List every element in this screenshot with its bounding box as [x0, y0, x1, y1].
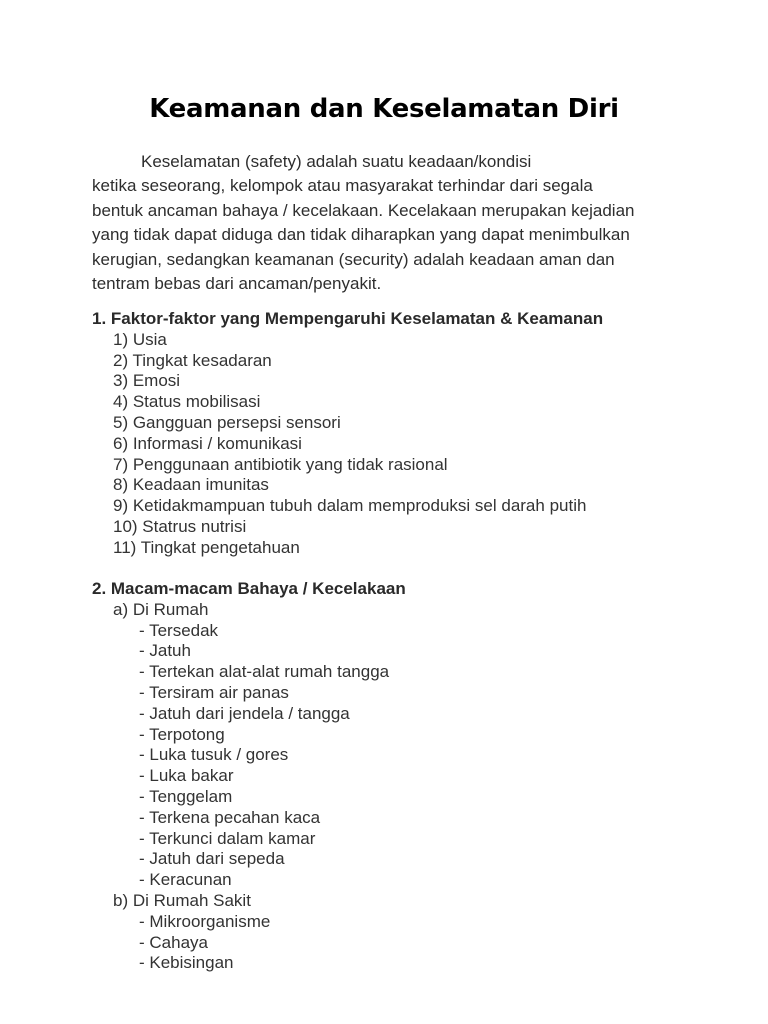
- list-item: 4) Status mobilisasi: [113, 392, 261, 412]
- sub-heading-hospital: b) Di Rumah Sakit: [113, 890, 251, 910]
- intro-line: tentram bebas dari ancaman/penyakit.: [92, 274, 382, 294]
- list-item: 1) Usia: [113, 329, 167, 349]
- list-item: 8) Keadaan imunitas: [113, 475, 269, 495]
- intro-line: Keselamatan (safety) adalah suatu keadaan/kondisi: [141, 152, 532, 171]
- section-heading: 2. Macam-macam Bahaya / Kecelakaan: [92, 579, 406, 598]
- intro-line: yang tidak dapat diduga dan tidak diharapkan yang dapat menimbulkan: [92, 225, 630, 245]
- hazard-list: [92, 600, 712, 974]
- list-item: 7) Penggunaan antibiotik yang tidak rasional: [113, 454, 448, 474]
- list-item: 10) Statrus nutrisi: [113, 516, 247, 536]
- section-factors: [92, 309, 712, 559]
- factor-list: [92, 330, 712, 559]
- list-item: 2) Tingkat kesadaran: [113, 350, 272, 370]
- list-item: - Terpotong: [139, 724, 225, 744]
- list-item: - Jatuh dari sepeda: [139, 849, 285, 869]
- list-item: - Jatuh dari jendela / tangga: [139, 703, 350, 723]
- page-title: Keamanan dan Keselamatan Diri: [149, 94, 619, 124]
- list-item: - Luka bakar: [139, 766, 234, 786]
- sub-heading-home: a) Di Rumah: [113, 599, 209, 619]
- list-item: 5) Gangguan persepsi sensori: [113, 412, 341, 432]
- list-item: - Mikroorganisme: [139, 911, 271, 931]
- list-item: - Cahaya: [139, 932, 208, 952]
- list-item: - Keracunan: [139, 870, 232, 890]
- list-item: 11) Tingkat pengetahuan: [113, 537, 300, 557]
- list-item: - Tersedak: [139, 620, 219, 640]
- list-item: 9) Ketidakmampuan tubuh dalam memproduksi sel darah putih: [113, 496, 587, 516]
- intro-paragraph: [92, 150, 692, 296]
- list-item: - Tenggelam: [139, 786, 233, 806]
- list-item: - Luka tusuk / gores: [139, 745, 289, 765]
- section-heading: 1. Faktor-faktor yang Mempengaruhi Keselamatan & Keamanan: [92, 309, 604, 328]
- section-hazards: [92, 579, 712, 974]
- list-item: 3) Emosi: [113, 371, 181, 391]
- intro-line: bentuk ancaman bahaya / kecelakaan. Kecelakaan merupakan kejadian: [92, 200, 635, 220]
- list-item: - Jatuh: [139, 641, 191, 661]
- list-item: 6) Informasi / komunikasi: [113, 433, 302, 453]
- intro-line: kerugian, sedangkan keamanan (security) adalah keadaan aman dan: [92, 249, 615, 269]
- intro-line: ketika seseorang, kelompok atau masyarakat terhindar dari segala: [92, 176, 593, 196]
- list-item: - Tersiram air panas: [139, 682, 289, 702]
- list-item: - Terkena pecahan kaca: [139, 807, 321, 827]
- list-item: - Kebisingan: [139, 953, 234, 973]
- list-item: - Terkunci dalam kamar: [139, 828, 316, 848]
- list-item: - Tertekan alat-alat rumah tangga: [139, 662, 390, 682]
